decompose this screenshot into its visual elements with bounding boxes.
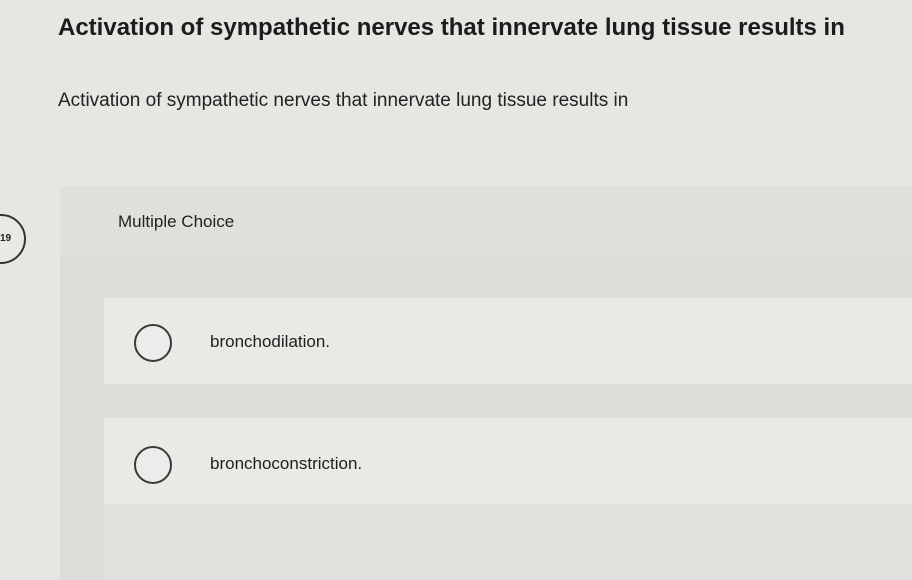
question-type-label: Multiple Choice: [118, 212, 235, 231]
radio-button[interactable]: [134, 446, 172, 484]
question-title: Activation of sympathetic nerves that innervate lung tissue results in: [58, 14, 845, 41]
radio-button[interactable]: [134, 324, 172, 362]
panel-bottom-area: [104, 504, 912, 580]
option-bronchoconstriction[interactable]: [104, 418, 912, 504]
question-number: 19: [0, 233, 12, 244]
question-text: Activation of sympathetic nerves that innervate lung tissue results in: [58, 90, 629, 111]
option-bronchodilation[interactable]: [104, 298, 912, 384]
option-label: bronchodilation.: [210, 332, 331, 351]
option-label: bronchoconstriction.: [210, 454, 363, 473]
